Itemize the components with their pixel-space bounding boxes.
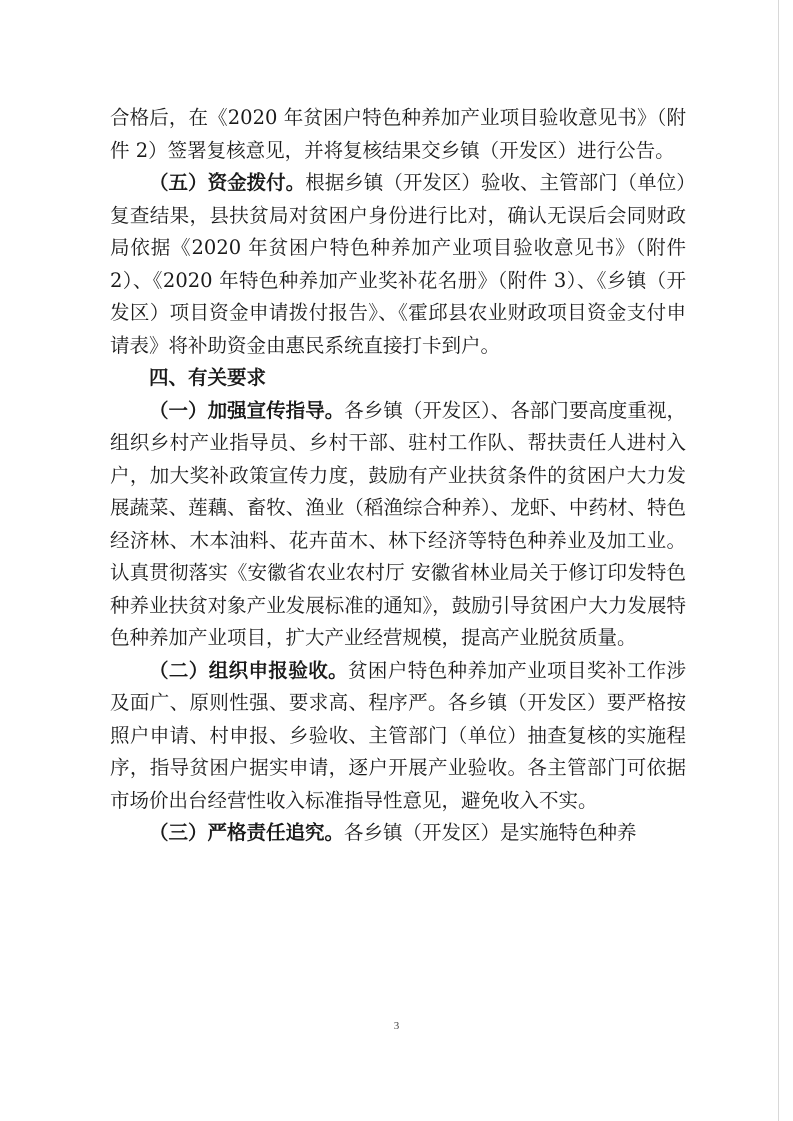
paragraph-accountability	[110, 817, 686, 850]
paragraph-lead: （一）加强宣传指导。	[149, 398, 345, 422]
paragraph-lead: （三）严格责任追究。	[149, 821, 345, 844]
paragraph-text: 各乡镇（开发区）、各部门要高度重视，组织乡村产业指导员、乡村干部、驻村工作队、帮扶责任人进村入户，加大奖补政策宣传力度，鼓励有产业扶贫条件的贫困户大力发展蔬菜、莲藕、畜牧、渔业（稻渔综合种养）、龙虾、中药材、特色经济林、木本油料、花卉苗木、林下经济等特色种养业及加工业。认真贯彻落实《安徽省农业农村厅 安徽省林业局关于修订印发特色种养业扶贫对象产业发展标准的通知》，鼓励引导贫困户大力发展特色种养加产业项目，扩大产业经营规模，提高产业脱贫质量。	[110, 398, 686, 649]
paragraph-text: 根据乡镇（开发区）验收、主管部门（单位）复查结果，县扶贫局对贫困户身份进行比对，确认无误后会同财政局依据《2020 年贫困户特色种养加产业项目验收意见书》（附件 2）、《2020 年特色种养加产业奖补花名册》（附件 3）、《乡镇（开发区）项目资金申请拨付报告》、《霍邱县农业财政项目资金支付申请表》将补助资金由惠民系统直接打卡到户。	[110, 171, 686, 357]
paragraph-application-acceptance	[110, 655, 686, 818]
paragraph-lead: （五）资金拨付。	[149, 171, 306, 194]
paragraph-lead: （二）组织申报验收。	[149, 658, 349, 682]
paragraph-text: 合格后，在《2020 年贫困户特色种养加产业项目验收意见书》（附件 2）签署复核意见，并将复核结果交乡镇（开发区）进行公告。	[110, 106, 686, 162]
section-heading: 四、有关要求	[149, 366, 267, 389]
page-number: 3	[393, 1020, 400, 1032]
page-edge-line	[778, 0, 779, 1121]
paragraph-continuation	[110, 102, 686, 167]
paragraph-text: 贫困户特色种养加产业项目奖补工作涉及面广、原则性强、要求高、程序严。各乡镇（开发区）要严格按照户申请、村申报、乡验收、主管部门（单位）抽查复核的实施程序，指导贫困户据实申请，逐户开展产业验收。各主管部门可依据市场价出台经营性收入标准指导性意见，避免收入不实。	[110, 658, 686, 812]
document-body	[110, 102, 686, 850]
paragraph-text: 各乡镇（开发区）是实施特色种养	[344, 821, 637, 844]
paragraph-fund-allocation	[110, 167, 686, 362]
paragraph-publicity-guidance	[110, 395, 686, 655]
